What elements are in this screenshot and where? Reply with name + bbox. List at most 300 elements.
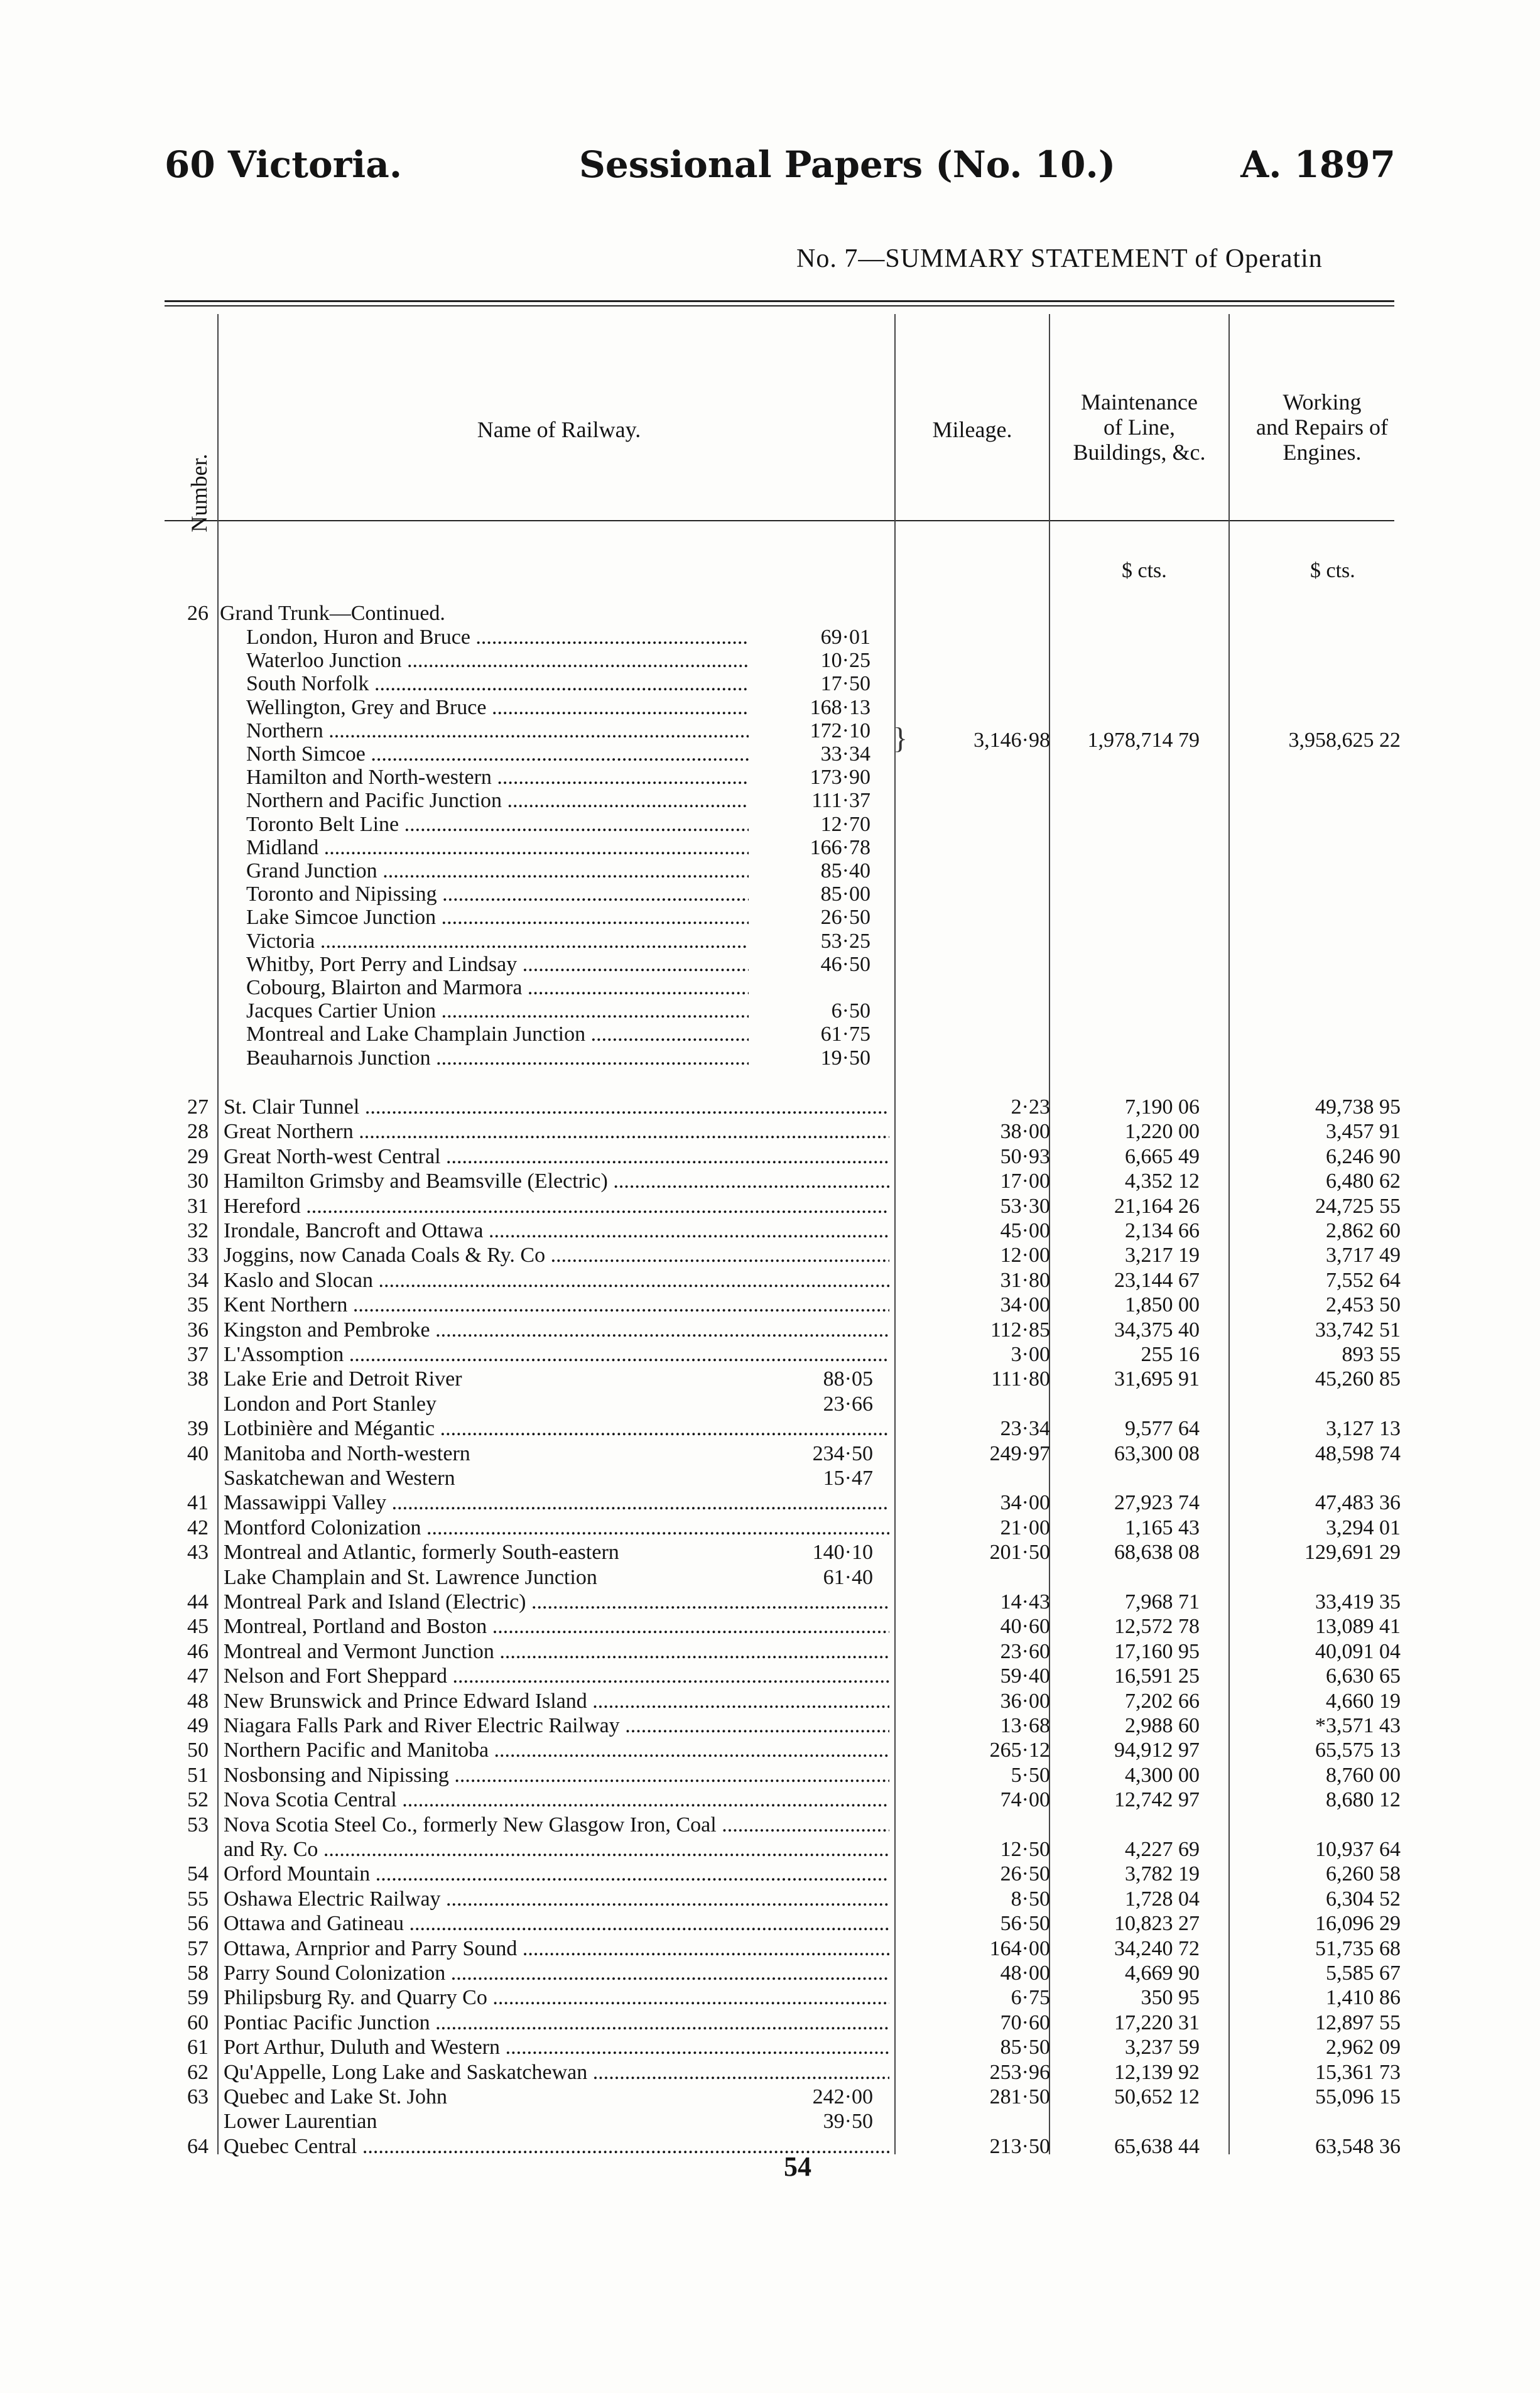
- sub-mileage: 39·50: [823, 2110, 873, 2134]
- row-number: 46: [187, 1639, 209, 1663]
- mileage-value: 13·68: [1000, 1714, 1050, 1737]
- mileage-value: 56·50: [1000, 1912, 1050, 1936]
- col-head-maintenance: [1053, 389, 1226, 465]
- group-title-row: [0, 602, 1540, 626]
- railway-name: Ottawa, Arnprior and Parry Sound .....: [224, 1937, 889, 1961]
- row-number: 51: [187, 1763, 209, 1787]
- maintenance-value: 1,165 43: [1125, 1516, 1200, 1539]
- railway-name: Hereford .....: [224, 1195, 889, 1218]
- maintenance-value: 9,577 64: [1125, 1417, 1200, 1441]
- mileage-value: 40·60: [1000, 1615, 1050, 1639]
- working-value: 3,294 01: [1326, 1516, 1401, 1539]
- maintenance-value: 31,695 91: [1114, 1367, 1200, 1391]
- maintenance-value: 17,160 95: [1114, 1639, 1200, 1663]
- line-mileage: 53·25: [820, 929, 870, 953]
- railway-name: Montreal, Portland and Boston .....: [224, 1615, 889, 1639]
- working-value: 2,453 50: [1326, 1293, 1401, 1317]
- mileage-value: 12·00: [1000, 1244, 1050, 1267]
- header-bottom-rule: [165, 520, 1394, 521]
- line-name: Waterloo Junction .....: [246, 649, 749, 673]
- group-title-text: Grand Trunk—Continued.: [220, 602, 445, 625]
- mileage-value: 201·50: [989, 1541, 1050, 1565]
- railway-name: Lake Erie and Detroit River: [224, 1367, 462, 1391]
- page-number: 54: [784, 2151, 811, 2182]
- maintenance-value: 34,375 40: [1114, 1318, 1200, 1342]
- railway-name: Lotbinière and Mégantic .....: [224, 1417, 889, 1441]
- working-value: 24,725 55: [1315, 1194, 1401, 1218]
- railway-name: Orford Mountain .....: [224, 1862, 889, 1886]
- table-row: [0, 1195, 1540, 1218]
- mileage-value: 8·50: [1011, 1887, 1050, 1911]
- railway-name: Niagara Falls Park and River Electric Railway .....: [224, 1714, 889, 1738]
- col-head-name: Name of Railway.: [477, 417, 641, 442]
- table-row: [0, 1120, 1540, 1144]
- maintenance-value: 3,237 59: [1125, 2036, 1200, 2059]
- work-unit: $ cts.: [1310, 559, 1355, 582]
- col-head-working-line2: and Repairs of: [1256, 415, 1388, 440]
- working-value: 3,457 91: [1326, 1120, 1401, 1144]
- table-row: [0, 2110, 1540, 2134]
- mileage-value: 164·00: [989, 1936, 1050, 1960]
- railway-name: Montreal and Vermont Junction .....: [224, 1640, 889, 1664]
- working-value: 47,483 36: [1315, 1491, 1401, 1515]
- table-row: [0, 1392, 1540, 1416]
- grand-trunk-line: [0, 1023, 1540, 1046]
- mileage-value: 34·00: [1000, 1491, 1050, 1515]
- line-mileage: 19·50: [820, 1046, 870, 1070]
- row-number: 52: [187, 1788, 209, 1812]
- working-value: 6,246 90: [1326, 1144, 1401, 1168]
- grand-trunk-line: [0, 1046, 1540, 1070]
- railway-name: Oshawa Electric Railway .....: [224, 1887, 889, 1911]
- table-row: [0, 1219, 1540, 1243]
- table-row: [0, 1640, 1540, 1664]
- railway-name: Nosbonsing and Nipissing .....: [224, 1764, 889, 1788]
- line-name: Wellington, Grey and Bruce .....: [246, 696, 749, 720]
- working-value: 33,419 35: [1315, 1590, 1401, 1614]
- maintenance-value: 2,988 60: [1125, 1714, 1200, 1737]
- railway-name: Philipsburg Ry. and Quarry Co .....: [224, 1986, 889, 2010]
- row-number: 59: [187, 1986, 209, 2010]
- railway-name: St. Clair Tunnel .....: [224, 1095, 889, 1119]
- grand-trunk-totals: [0, 729, 1540, 752]
- mileage-value: 38·00: [1000, 1120, 1050, 1144]
- row-number: 53: [187, 1813, 209, 1837]
- grand-trunk-line: [0, 649, 1540, 673]
- row-number: 41: [187, 1491, 209, 1515]
- working-value: 3,127 13: [1326, 1417, 1401, 1441]
- maintenance-value: 7,190 06: [1125, 1095, 1200, 1119]
- mileage-value: 21·00: [1000, 1516, 1050, 1539]
- grand-trunk-maintenance: 1,978,714 79: [1087, 729, 1200, 752]
- table-row: [0, 1788, 1540, 1812]
- railway-name: Ottawa and Gatineau .....: [224, 1912, 889, 1936]
- working-value: 48,598 74: [1315, 1441, 1401, 1465]
- railway-name: Nelson and Fort Sheppard .....: [224, 1664, 889, 1688]
- working-value: 129,691 29: [1304, 1541, 1401, 1565]
- working-value: 6,480 62: [1326, 1169, 1401, 1193]
- railway-name: Nova Scotia Steel Co., formerly New Glasgow Iron, Coal .....: [224, 1813, 889, 1837]
- railway-name: Montreal and Atlantic, formerly South-eastern: [224, 1541, 619, 1565]
- row-number: 26: [187, 602, 209, 625]
- row-number: 38: [187, 1367, 209, 1391]
- maintenance-value: 65,638 44: [1114, 2134, 1200, 2158]
- maintenance-value: 4,669 90: [1125, 1962, 1200, 1985]
- table-row: [0, 1739, 1540, 1762]
- row-number: 43: [187, 1541, 209, 1565]
- table-row: [0, 2085, 1540, 2109]
- table-row: [0, 1343, 1540, 1367]
- table-row: [0, 1293, 1540, 1317]
- line-name: Cobourg, Blairton and Marmora .....: [246, 976, 749, 1000]
- mileage-value: 112·85: [990, 1318, 1050, 1342]
- row-number: 50: [187, 1739, 209, 1762]
- grand-trunk-line: [0, 836, 1540, 860]
- railway-name: Quebec Central .....: [224, 2135, 889, 2159]
- railway-name: Montreal Park and Island (Electric) .....: [224, 1590, 889, 1614]
- grand-trunk-line: [0, 882, 1540, 906]
- mileage-value: 23·60: [1000, 1639, 1050, 1663]
- railway-name: Great North-west Central .....: [224, 1145, 889, 1169]
- railway-name: Joggins, now Canada Coals & Ry. Co .....: [224, 1244, 889, 1267]
- grand-trunk-line: [0, 859, 1540, 883]
- row-number: 27: [187, 1095, 209, 1119]
- table-row: [0, 1169, 1540, 1193]
- table-row: [0, 1838, 1540, 1862]
- table-row: [0, 1714, 1540, 1738]
- mileage-value: 26·50: [1000, 1862, 1050, 1886]
- row-number: 49: [187, 1714, 209, 1737]
- line-name: Northern .....: [246, 719, 749, 743]
- row-number: 57: [187, 1936, 209, 1960]
- working-value: 55,096 15: [1315, 2085, 1401, 2108]
- table-row: [0, 1491, 1540, 1515]
- maintenance-value: 50,652 12: [1114, 2085, 1200, 2108]
- maintenance-value: 21,164 26: [1114, 1194, 1200, 1218]
- table-row: [0, 1690, 1540, 1713]
- working-value: 2,962 09: [1326, 2036, 1401, 2059]
- grand-trunk-line: [0, 906, 1540, 930]
- table-row: [0, 1962, 1540, 1985]
- railway-name: Great Northern .....: [224, 1120, 889, 1144]
- mileage-value: 70·60: [1000, 2010, 1050, 2034]
- railway-name: Manitoba and North-western: [224, 1441, 470, 1465]
- mileage-value: 12·50: [1000, 1838, 1050, 1861]
- grand-trunk-brace: }: [893, 722, 908, 755]
- col-head-maintenance-line3: Buildings, &c.: [1073, 440, 1206, 465]
- railway-name: Pontiac Pacific Junction .....: [224, 2011, 889, 2035]
- railway-name: Kingston and Pembroke .....: [224, 1318, 889, 1342]
- line-mileage: 10·25: [820, 649, 870, 673]
- table-row: [0, 1912, 1540, 1936]
- line-name: South Norfolk .....: [246, 672, 749, 696]
- line-mileage: 6·50: [831, 999, 870, 1023]
- grand-trunk-working: 3,958,625 22: [1288, 729, 1401, 752]
- mileage-value: 17·00: [1000, 1169, 1050, 1193]
- row-number: 60: [187, 2010, 209, 2034]
- grand-trunk-line: [0, 976, 1540, 1000]
- maintenance-value: 2,134 66: [1125, 1219, 1200, 1242]
- table-row: [0, 1442, 1540, 1466]
- maintenance-value: 10,823 27: [1114, 1912, 1200, 1936]
- working-value: 15,361 73: [1315, 2060, 1401, 2084]
- working-value: 16,096 29: [1315, 1912, 1401, 1936]
- grand-trunk-line: [0, 626, 1540, 649]
- row-number: 31: [187, 1194, 209, 1218]
- grand-trunk-line: [0, 953, 1540, 977]
- working-value: 6,630 65: [1326, 1664, 1401, 1688]
- railway-name: New Brunswick and Prince Edward Island .....: [224, 1690, 889, 1713]
- working-value: 49,738 95: [1315, 1095, 1401, 1119]
- line-name: Montreal and Lake Champlain Junction .....: [246, 1023, 749, 1046]
- line-name: Toronto and Nipissing .....: [246, 882, 749, 906]
- line-mileage: 85·40: [820, 859, 870, 882]
- line-mileage: 85·00: [820, 882, 870, 906]
- working-value: 2,862 60: [1326, 1219, 1401, 1242]
- working-value: 10,937 64: [1315, 1838, 1401, 1861]
- group-title: [220, 602, 886, 626]
- mileage-value: 59·40: [1000, 1664, 1050, 1688]
- row-number: 35: [187, 1293, 209, 1317]
- table-top-rule: [165, 300, 1394, 302]
- mileage-value: 31·80: [1000, 1268, 1050, 1292]
- row-number: 30: [187, 1169, 209, 1193]
- working-value: 51,735 68: [1315, 1936, 1401, 1960]
- railway-name: Parry Sound Colonization .....: [224, 1962, 889, 1985]
- table-row: [0, 1318, 1540, 1342]
- grand-trunk-line: [0, 696, 1540, 720]
- line-name: Victoria .....: [246, 930, 749, 953]
- row-number: 36: [187, 1318, 209, 1342]
- railway-name: Kaslo and Slocan .....: [224, 1269, 889, 1293]
- working-value: *3,571 43: [1315, 1714, 1401, 1737]
- working-value: 12,897 55: [1315, 2010, 1401, 2034]
- maintenance-value: 94,912 97: [1114, 1739, 1200, 1762]
- row-number: 40: [187, 1441, 209, 1465]
- maint-unit: $ cts.: [1122, 559, 1167, 582]
- sub-mileage: 234·50: [812, 1441, 873, 1465]
- col-head-working: [1231, 389, 1413, 465]
- sub-mileage: 15·47: [823, 1467, 873, 1490]
- line-name: Beauharnois Junction .....: [246, 1046, 749, 1070]
- table-row: [0, 1615, 1540, 1639]
- sub-mileage: 140·10: [812, 1541, 873, 1565]
- mileage-value: 6·75: [1011, 1986, 1050, 2010]
- railway-name: Montford Colonization .....: [224, 1516, 889, 1540]
- line-name: Midland .....: [246, 836, 749, 860]
- col-head-working-line3: Engines.: [1282, 440, 1362, 465]
- mileage-value: 85·50: [1000, 2036, 1050, 2059]
- mileage-value: 74·00: [1000, 1788, 1050, 1812]
- railway-name: Port Arthur, Duluth and Western .....: [224, 2036, 889, 2059]
- working-value: 6,304 52: [1326, 1887, 1401, 1911]
- table-row: [0, 1937, 1540, 1961]
- maintenance-value: 3,782 19: [1125, 1862, 1200, 1886]
- mileage-value: 48·00: [1000, 1962, 1050, 1985]
- mileage-value: 23·34: [1000, 1417, 1050, 1441]
- table-row: [0, 1417, 1540, 1441]
- railway-name: Quebec and Lake St. John: [224, 2085, 447, 2108]
- mileage-value: 50·93: [1000, 1144, 1050, 1168]
- table-row: [0, 1516, 1540, 1540]
- railway-name: Saskatchewan and Western: [224, 1467, 455, 1490]
- sub-mileage: 23·66: [823, 1392, 873, 1416]
- maintenance-value: 12,139 92: [1114, 2060, 1200, 2084]
- mileage-value: 36·00: [1000, 1689, 1050, 1713]
- table-row: [0, 1764, 1540, 1788]
- grand-trunk-line: [0, 672, 1540, 696]
- working-value: 6,260 58: [1326, 1862, 1401, 1886]
- working-value: 8,760 00: [1326, 1763, 1401, 1787]
- table-row: [0, 1590, 1540, 1614]
- maintenance-value: 7,202 66: [1125, 1689, 1200, 1713]
- line-mileage: 26·50: [820, 906, 870, 930]
- line-mileage: 33·34: [820, 742, 870, 766]
- railway-name: Lower Laurentian: [224, 2110, 377, 2134]
- maintenance-value: 255 16: [1141, 1343, 1200, 1366]
- table-row: [0, 1145, 1540, 1169]
- table-row: [0, 1095, 1540, 1119]
- mileage-value: 45·00: [1000, 1219, 1050, 1242]
- railway-name: London and Port Stanley: [224, 1392, 437, 1416]
- row-number: 47: [187, 1664, 209, 1688]
- sub-mileage: 88·05: [823, 1367, 873, 1391]
- row-number: 48: [187, 1689, 209, 1713]
- row-number: 42: [187, 1516, 209, 1539]
- grand-trunk-line: [0, 930, 1540, 953]
- maintenance-value: 27,923 74: [1114, 1491, 1200, 1515]
- line-name: Jacques Cartier Union .....: [246, 999, 749, 1023]
- row-number: 32: [187, 1219, 209, 1242]
- table-row: [0, 1244, 1540, 1267]
- working-value: 7,552 64: [1326, 1268, 1401, 1292]
- line-mileage: 173·90: [810, 766, 870, 790]
- table-row: [0, 1566, 1540, 1590]
- working-value: 5,585 67: [1326, 1962, 1401, 1985]
- line-name: Hamilton and North-western .....: [246, 766, 749, 790]
- table-row: [0, 1367, 1540, 1391]
- col-head-maintenance-line2: of Line,: [1103, 415, 1175, 440]
- working-value: 3,717 49: [1326, 1244, 1401, 1267]
- line-name: Grand Junction .....: [246, 859, 749, 883]
- maintenance-value: 68,638 08: [1114, 1541, 1200, 1565]
- col-head-working-line1: Working: [1282, 389, 1362, 415]
- line-name: Toronto Belt Line .....: [246, 813, 749, 837]
- line-name: Whitby, Port Perry and Lindsay .....: [246, 953, 749, 977]
- row-number: 34: [187, 1268, 209, 1292]
- header-center: Sessional Papers (No. 10.): [579, 143, 1116, 186]
- maintenance-value: 63,300 08: [1114, 1441, 1200, 1465]
- line-mileage: 168·13: [810, 695, 870, 719]
- line-mileage: 46·50: [820, 952, 870, 976]
- railway-name: Lake Champlain and St. Lawrence Junction: [224, 1565, 597, 1589]
- table-subtitle: No. 7—SUMMARY STATEMENT of Operatin: [796, 244, 1323, 273]
- row-number: 37: [187, 1343, 209, 1366]
- maintenance-value: 23,144 67: [1114, 1268, 1200, 1292]
- row-number: 54: [187, 1862, 209, 1886]
- maintenance-value: 1,220 00: [1125, 1120, 1200, 1144]
- mileage-value: 253·96: [989, 2060, 1050, 2084]
- railway-name: Hamilton Grimsby and Beamsville (Electric) .....: [224, 1169, 889, 1193]
- line-mileage: 69·01: [820, 626, 870, 649]
- header-left: 60 Victoria.: [165, 143, 403, 186]
- line-name: Northern and Pacific Junction .....: [246, 789, 749, 813]
- col-head-mileage: Mileage.: [932, 417, 1012, 442]
- sub-mileage: 61·40: [823, 1565, 873, 1589]
- line-name: London, Huron and Bruce .....: [246, 626, 749, 649]
- maintenance-value: 6,665 49: [1125, 1144, 1200, 1168]
- maintenance-value: 1,850 00: [1125, 1293, 1200, 1317]
- mileage-value: 5·50: [1011, 1763, 1050, 1787]
- maintenance-value: 12,572 78: [1114, 1615, 1200, 1639]
- mileage-value: 3·00: [1011, 1343, 1050, 1366]
- grand-trunk-line: [0, 766, 1540, 790]
- working-value: 8,680 12: [1326, 1788, 1401, 1812]
- row-number: 62: [187, 2060, 209, 2084]
- table-top-rule-2: [165, 305, 1394, 307]
- row-number: 39: [187, 1417, 209, 1441]
- railway-name: Northern Pacific and Manitoba .....: [224, 1739, 889, 1762]
- maintenance-value: 12,742 97: [1114, 1788, 1200, 1812]
- maintenance-value: 17,220 31: [1114, 2010, 1200, 2034]
- maintenance-value: 3,217 19: [1125, 1244, 1200, 1267]
- mileage-value: 265·12: [989, 1739, 1050, 1762]
- col-head-number: Number.: [187, 453, 212, 533]
- mileage-value: 249·97: [989, 1441, 1050, 1465]
- row-number: 61: [187, 2036, 209, 2059]
- table-row: [0, 1269, 1540, 1293]
- working-value: 40,091 04: [1315, 1639, 1401, 1663]
- row-number: 33: [187, 1244, 209, 1267]
- table-row: [0, 1887, 1540, 1911]
- maintenance-value: 34,240 72: [1114, 1936, 1200, 1960]
- row-number: 55: [187, 1887, 209, 1911]
- mileage-value: 14·43: [1000, 1590, 1050, 1614]
- mileage-value: 281·50: [989, 2085, 1050, 2108]
- line-name: Lake Simcoe Junction .....: [246, 906, 749, 930]
- railway-name: L'Assomption .....: [224, 1343, 889, 1367]
- working-value: 893 55: [1342, 1343, 1401, 1366]
- mileage-value: 53·30: [1000, 1194, 1050, 1218]
- line-mileage: 111·37: [811, 789, 870, 813]
- working-value: 63,548 36: [1315, 2134, 1401, 2158]
- working-value: 13,089 41: [1315, 1615, 1401, 1639]
- table-row: [0, 1664, 1540, 1688]
- working-value: 1,410 86: [1326, 1986, 1401, 2010]
- sub-mileage: 242·00: [812, 2085, 873, 2108]
- railway-name: and Ry. Co .....: [224, 1838, 889, 1862]
- working-value: 33,742 51: [1315, 1318, 1401, 1342]
- table-row: [0, 2011, 1540, 2035]
- table-row: [0, 1862, 1540, 1886]
- working-value: 65,575 13: [1315, 1739, 1401, 1762]
- grand-trunk-line: [0, 813, 1540, 837]
- railway-name: Nova Scotia Central .....: [224, 1788, 889, 1812]
- line-mileage: 172·10: [810, 719, 870, 742]
- grand-trunk-line: [0, 999, 1540, 1023]
- maintenance-value: 1,728 04: [1125, 1887, 1200, 1911]
- table-row: [0, 2135, 1540, 2159]
- line-mileage: 12·70: [820, 812, 870, 836]
- line-mileage: 166·78: [810, 835, 870, 859]
- maintenance-value: 350 95: [1141, 1986, 1200, 2010]
- mileage-value: 111·80: [991, 1367, 1050, 1391]
- line-name: North Simcoe .....: [246, 742, 749, 766]
- railway-name: Qu'Appelle, Long Lake and Saskatchewan .....: [224, 2061, 889, 2085]
- row-number: 64: [187, 2134, 209, 2158]
- mileage-value: 213·50: [989, 2134, 1050, 2158]
- row-number: 44: [187, 1590, 209, 1614]
